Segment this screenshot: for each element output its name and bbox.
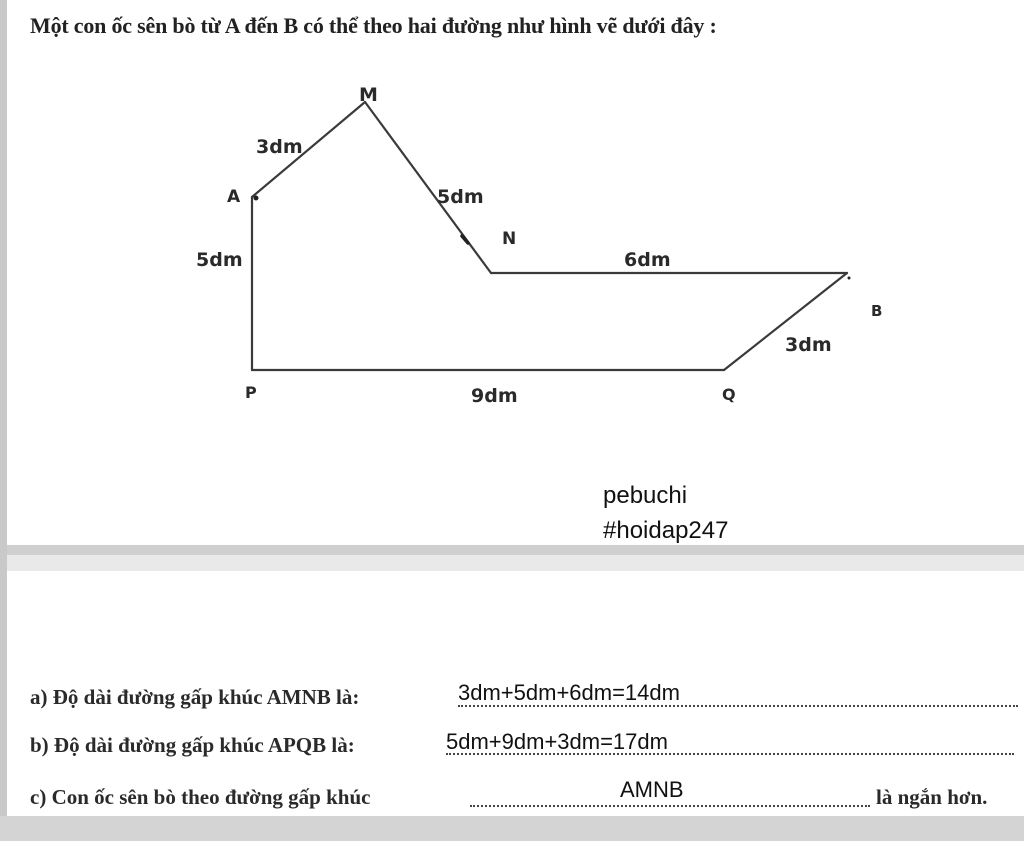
label-point-m: M <box>359 84 378 106</box>
length-ap: 5dm <box>196 249 243 271</box>
snail-mark-n <box>462 236 468 243</box>
label-point-q: Q <box>722 385 736 404</box>
length-mn: 5dm <box>437 186 484 208</box>
watermark-user: pebuchi <box>603 482 688 509</box>
scan-bottom-edge <box>0 816 1024 841</box>
point-b-dot <box>848 277 851 280</box>
length-pq: 9dm <box>471 385 518 407</box>
separator-band <box>7 545 1024 555</box>
separator-band-light <box>7 555 1024 571</box>
question-c-answer: AMNB <box>620 777 684 802</box>
question-b-prompt: b) Độ dài đường gấp khúc APQB là: <box>30 733 355 757</box>
length-am: 3dm <box>256 136 303 158</box>
question-b-answer: 5dm+9dm+3dm=17dm <box>446 729 668 754</box>
watermark-tag: #hoidap247 <box>603 517 729 544</box>
snail-dot-a <box>254 196 259 201</box>
label-point-p: P <box>245 383 257 402</box>
question-c-prompt: c) Con ốc sên bò theo đường gấp khúc <box>30 785 371 809</box>
label-point-b: B <box>871 302 883 320</box>
question-a-answer: 3dm+5dm+6dm=14dm <box>458 680 680 705</box>
label-point-a: A <box>227 187 241 207</box>
problem-title: Một con ốc sên bò từ A đến B có thể theo hai đường như hình vẽ dưới đây : <box>30 13 717 38</box>
question-c-suffix: là ngắn hơn. <box>876 785 988 809</box>
length-nb: 6dm <box>624 249 671 271</box>
length-qb: 3dm <box>785 334 832 356</box>
answer-line-c <box>470 805 870 807</box>
label-point-n: N <box>502 229 517 249</box>
question-a-prompt: a) Độ dài đường gấp khúc AMNB là: <box>30 685 360 709</box>
